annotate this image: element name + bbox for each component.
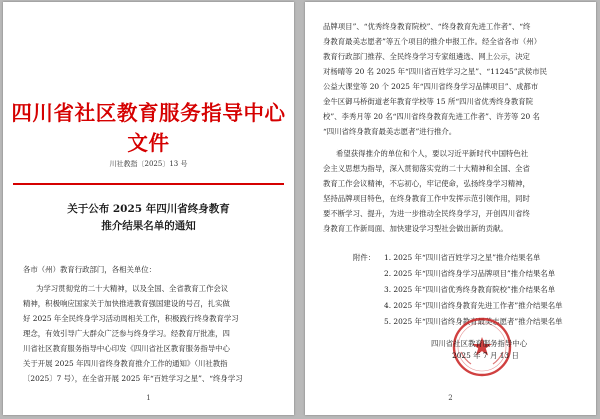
body-line: 校”、李秀月等 20 名“四川省终身教育先进工作者”、许芳等 20 名 [323, 112, 540, 121]
page-number: 1 [146, 394, 151, 402]
signature-org: 四川省社区教育服务指导中心 [431, 339, 528, 348]
body-line: 公益大课堂等 20 个 2025 年“四川省终身学习品牌项目”、成都市 [323, 82, 539, 91]
body-line: “四川省终身教育最美志愿者”进行推介。 [323, 127, 457, 136]
body-line: 理念，有效引导广大群众广泛参与终身学习。经教育厅批准，四 [23, 329, 230, 338]
salutation: 各市（州）教育行政部门，各相关单位： [23, 265, 157, 274]
body-line: 对杨晴等 20 名 2025 年“四川省百姓学习之星”、“11245”武侯市民 [323, 67, 548, 76]
red-divider [13, 183, 284, 185]
notice-title-line-2: 推介结果名单的通知 [101, 220, 196, 232]
body-line: 川省社区教育服务指导中心印发《四川省社区教育服务指导中心 [23, 344, 230, 353]
body-line: 教育工作会议精神，不忘初心，牢记使命，弘扬终身学习精神， [323, 179, 530, 188]
body-line: 好 2025 年全民终身学习活动周相关工作，积极践行终身教育学习 [23, 314, 239, 323]
body-line: 品牌项目”、“优秀终身教育院校”、“终身教育先进工作者”、“终 [323, 22, 531, 31]
body-line: 为学习贯彻党的二十大精神，以及全国、全省教育工作会议 [36, 284, 229, 293]
body-line: 〔2025〕7 号），在全省开展 2025 年“百姓学习之星”、“终身学习 [23, 374, 243, 383]
body-line: 教育行政部门推荐、全民终身学习专家组遴选、网上公示，决定 [323, 52, 530, 61]
signature-date: 2025 年 7 月 13 日 [452, 351, 519, 360]
body-line: 坚持品牌项目特色，在终身教育工作中发挥示范引领作用，同时 [323, 194, 530, 203]
body-line: 身教育最美志愿者”等五个项目的推介申报工作。经全省各市（州） [323, 37, 542, 46]
attachment-item: 5. 2025 年“四川省终身教育最美志愿者”推介结果名单 [384, 317, 563, 326]
document-header-title: 四川省社区教育服务指导中心文件 [11, 101, 286, 155]
body-line: 要不断学习、提升，为进一步推动全民终身学习，开创四川省终 [323, 209, 530, 218]
notice-title-line-1: 关于公布 2025 年四川省终身教育 [67, 203, 230, 215]
body-line: 会主义思想为指导，深入贯彻落实党的二十大精神和全国、全省 [323, 164, 530, 173]
attachments-label: 附件： [353, 253, 376, 262]
attachment-item: 2. 2025 年“四川省终身学习品牌项目”推介结果名单 [384, 269, 556, 278]
body-line: 希望获得推介的单位和个人，要以习近平新时代中国特色社 [336, 149, 529, 158]
body-line: 精神，积极响应国家关于加快推进教育强国建设的号召，扎实做 [23, 299, 230, 308]
body-line: 金牛区御马桥街道老年教育学校等 15 所“四川省优秀终身教育院 [323, 97, 534, 106]
document-number: 川社教指〔2025〕13 号 [109, 160, 188, 168]
body-line: 关于开展 2025 年四川省终身教育推介工作的通知》（川社教指 [23, 359, 228, 368]
page-2 [305, 2, 596, 415]
page-1 [3, 2, 294, 415]
attachment-item: 4. 2025 年“四川省终身教育先进工作者”推介结果名单 [384, 301, 563, 310]
body-line: 身教育工作新局面、加快建设学习型社会做出新的贡献。 [323, 224, 508, 233]
attachment-item: 3. 2025 年“四川省优秀终身教育院校”推介结果名单 [384, 285, 556, 294]
attachment-item: 1. 2025 年“四川省百姓学习之星”推介结果名单 [384, 253, 541, 262]
page-number: 2 [448, 394, 453, 402]
